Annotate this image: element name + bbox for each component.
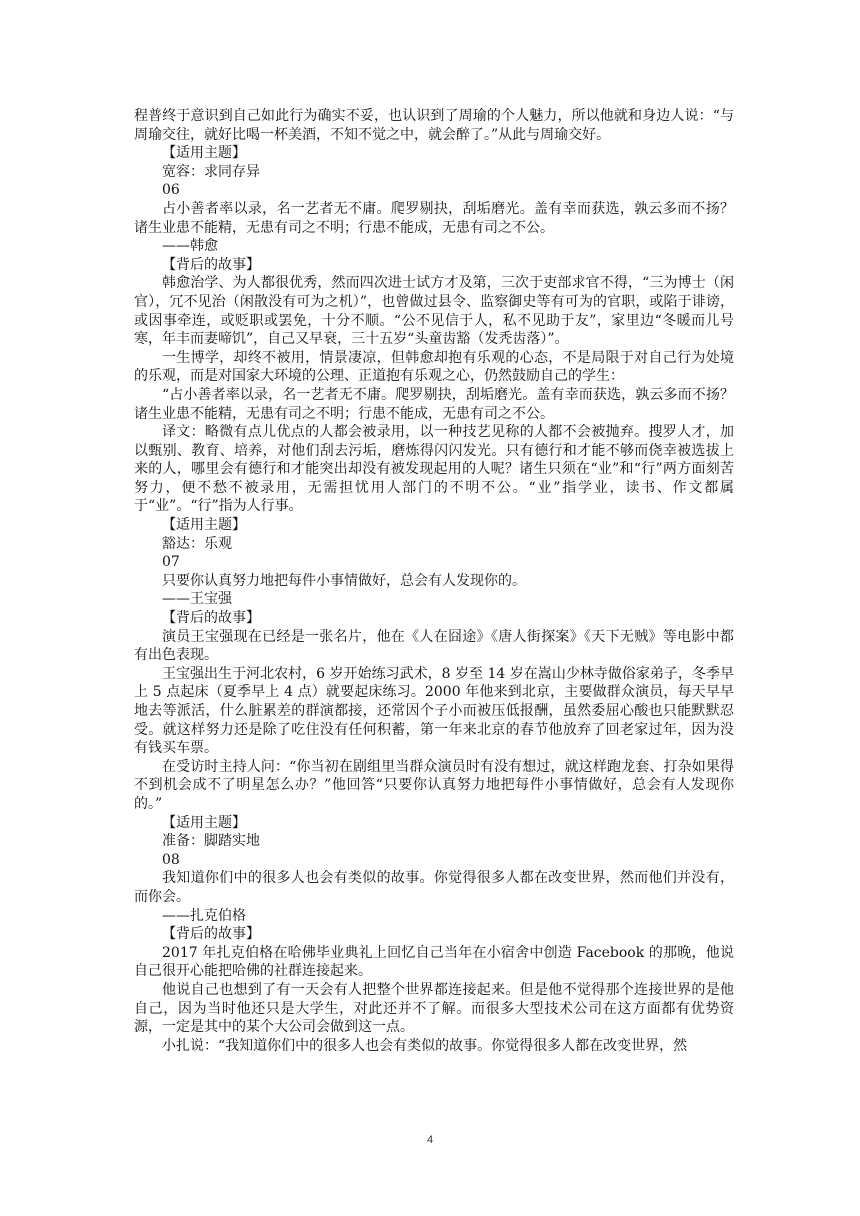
paragraph: 一生博学，却终不被用，情景凄凉，但韩愈却抱有乐观的心态，不是局限于对自己行为处境的乐观，而是对国家大环境的公理、正道抱有乐观之心，仍然鼓励自己的学生： bbox=[134, 349, 734, 385]
paragraph: 06 bbox=[162, 182, 180, 199]
paragraph: 韩愈治学、为人都很优秀，然而四次进士试方才及第，三次于吏部求官不得，“三为博士（闲官），冗不见治（闲散没有可为之机）”，也曾做过县令、监察御史等有可为的官职，或陷于诽谤，或因事牵连，或贬职或罢免，十分不顺。“公不见信于人，私不见助于友”，家里边“冬暖而儿号寒，年丰而妻啼饥”，自己又早衰，三十五岁“头童齿豁（发秃齿落）”。 bbox=[134, 275, 734, 348]
paragraph: 他说自己也想到了有一天会有人把整个世界都连接起来。但是他不觉得那个连接世界的是他自己，因为当时他还只是大学生，对此还并不了解。而很多大型技术公司在这方面都有优势资源，一定是其中的某个大公司会做到这一点。 bbox=[134, 981, 734, 1036]
paragraph: 2017 年扎克伯格在哈佛毕业典礼上回忆自己当年在小宿舍中创造 Facebook 的那晚，他说自己很开心能把哈佛的社群连接起来。 bbox=[134, 944, 734, 980]
paragraph: 王宝强出生于河北农村，6 岁开始练习武术，8 岁至 14 岁在嵩山少林寺做俗家弟子，冬季早上 5 点起床（夏季早上 4 点）就要起床练习。2000 年他来到北京，主要做群众演员，每天早早地去等派活，什么脏累差的群演都接，还常因个子小而被压低报酬，虽然委屈心酸也只能默默忍受。就这样努力还是除了吃住没有任何积蓄，第一年来北京的春节他放弃了回老家过年，因为没有钱买车票。 bbox=[134, 665, 734, 757]
paragraph: 豁达：乐观 bbox=[162, 535, 232, 552]
paragraph: 小扎说：“我知道你们中的很多人也会有类似的故事。你觉得很多人都在改变世界，然 bbox=[162, 1037, 688, 1054]
paragraph: ——王宝强 bbox=[162, 591, 232, 608]
paragraph: 宽容：求同存异 bbox=[162, 163, 260, 180]
paragraph: ——扎克伯格 bbox=[162, 907, 246, 924]
paragraph: 只要你认真努力地把每件小事情做好，总会有人发现你的。 bbox=[162, 572, 526, 589]
page-number: 4 bbox=[426, 1134, 434, 1146]
paragraph: 【背后的故事】 bbox=[162, 256, 260, 273]
paragraph: 程普终于意识到自己如此行为确实不妥，也认识到了周瑜的个人魅力，所以他就和身边人说：“与周瑜交往，就好比喝一杯美酒，不知不觉之中，就会醉了。”从此与周瑜交好。 bbox=[134, 108, 734, 143]
paragraph: 【适用主题】 bbox=[162, 814, 246, 831]
paragraph: 【适用主题】 bbox=[162, 145, 246, 162]
paragraph: “占小善者率以录，名一艺者无不庸。爬罗剔抉，刮垢磨光。盖有幸而获选，孰云多而不扬？诸生业患不能精，无患有司之不明；行患不能成，无患有司之不公。 bbox=[134, 386, 734, 422]
page-body-text bbox=[134, 107, 734, 1055]
paragraph: ——韩愈 bbox=[162, 238, 218, 255]
paragraph: 占小善者率以录，名一艺者无不庸。爬罗剔抉，刮垢磨光。盖有幸而获选，孰云多而不扬？诸生业患不能精，无患有司之不明；行患不能成，无患有司之不公。 bbox=[134, 200, 734, 236]
paragraph: 准备：脚踏实地 bbox=[162, 833, 260, 850]
paragraph: 08 bbox=[162, 851, 180, 868]
paragraph: 译文：略微有点儿优点的人都会被录用，以一种技艺见称的人都不会被抛弃。搜罗人才，加以甄别、教育、培养，对他们刮去污垢，磨炼得闪闪发光。只有德行和才能不够而侥幸被选拔上来的人，哪里会有德行和才能突出却没有被发现起用的人呢？诸生只须在“业”和“行”两方面刻苦努力，便不愁不被录用，无需担忧用人部门的不明不公。“业”指学业，读书、作文都属于“业”。“行”指为人行事。 bbox=[134, 424, 734, 515]
paragraph: 我知道你们中的很多人也会有类似的故事。你觉得很多人都在改变世界，然而他们并没有，而你会。 bbox=[134, 870, 734, 905]
paragraph: 演员王宝强现在已经是一张名片，他在《人在囧途》《唐人街探案》《天下无贼》等电影中都有出色表现。 bbox=[134, 628, 734, 664]
paragraph: 【背后的故事】 bbox=[162, 926, 260, 943]
paragraph: 07 bbox=[162, 554, 180, 571]
paragraph: 【适用主题】 bbox=[162, 517, 246, 534]
paragraph: 【背后的故事】 bbox=[162, 610, 260, 627]
paragraph: 在受访时主持人问：“你当初在剧组里当群众演员时有没有想过，就这样跑龙套、打杂如果得不到机会成不了明星怎么办？”他回答“只要你认真努力地把每件小事情做好，总会有人发现你的。” bbox=[134, 758, 734, 812]
